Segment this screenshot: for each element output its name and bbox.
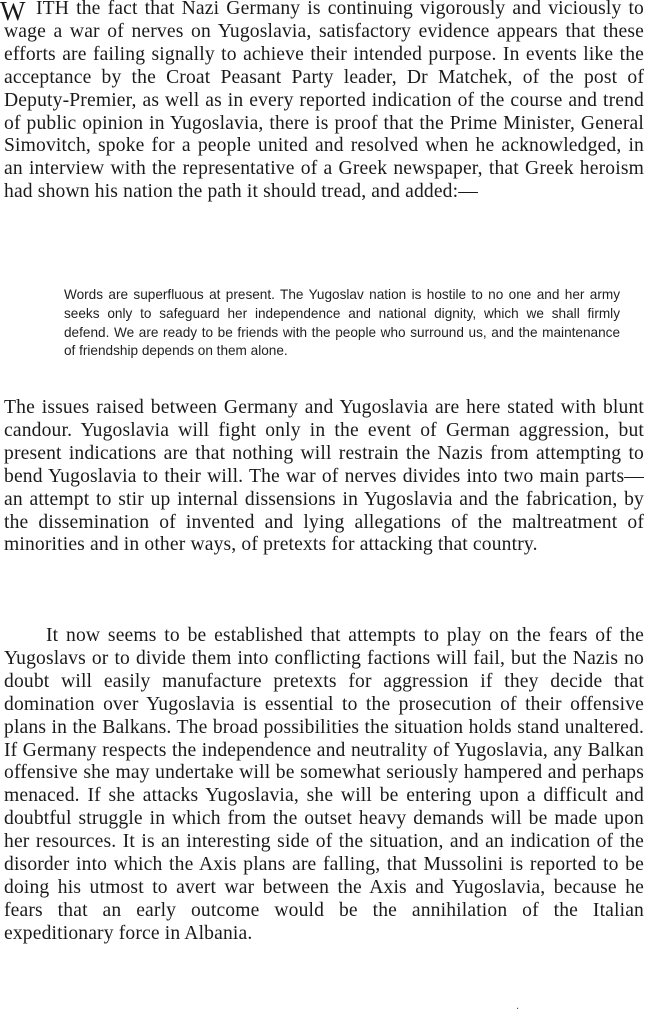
paragraph-3: It now seems to be established that attempts to play on the fears of the Yugoslavs or to divide them into conflicting factions will fail, but the Nazis no doubt will easily manufacture pretexts for aggression if they decide that domination over Yugoslavia is essential to the prosecution of their offensive plans in the Balkans. The broad possibilities the situation holds stand unaltered. If Germany respects the independence and neutrality of Yugoslavia, any Balkan offensive she may undertake will be somewhat seriously hampered and perhaps menaced. If she attacks Yugoslavia, she will be entering upon a difficult and doubtful struggle in which from the outset heavy demands will be made upon her resources. It is an interesting side of the situation, and an indication of the disorder into which the Axis plans are falling, that Mussolini is reported to be doing his utmost to avert war between the Axis and Yugoslavia, because he fears that an early outcome would be the annihilation of the Italian expeditionary force in Albania. <box>4 625 644 944</box>
paragraph-1: ITH the fact that Nazi Germany is continuing vigorously and viciously to wage a war of nerves on Yugoslavia, satisfactory evidence appears that these efforts are failing signally to achieve their intended purpose. In events like the acceptance by the Croat Peasant Party leader, Dr Matchek, of the post of Deputy-Premier, as well as in every reported indication of the course and trend of public opinion in Yugoslavia, there is proof that the Prime Minister, General Simovitch, spoke for a people united and resolved when he acknowledged, in an interview with the representative of a Greek newspaper, that Greek heroism had shown his nation the path it should tread, and added:— <box>4 0 644 203</box>
block-quote: Words are superfluous at present. The Yugoslav nation is hostile to no one and her army seeks only to safeguard her independence and national dignity, which we shall firmly defend. We are ready to be friends with the people who surround us, and the maintenance of friendship depends on them alone. <box>64 287 620 359</box>
paragraph-2: The issues raised between Germany and Yugoslavia are here stated with blunt candour. Yugoslavia will fight only in the event of German aggression, but present indications are that nothing will restrain the Nazis from attempting to bend Yugoslavia to their will. The war of nerves divides into two main parts—an attempt to stir up internal dissensions in Yugoslavia and the fabrication, by the dissemination of invented and lying allegations of the maltreatment of minorities and in other ways, of pretexts for attacking that country. <box>4 397 644 556</box>
print-speck: · <box>516 1004 520 1015</box>
drop-cap: W <box>0 0 26 26</box>
